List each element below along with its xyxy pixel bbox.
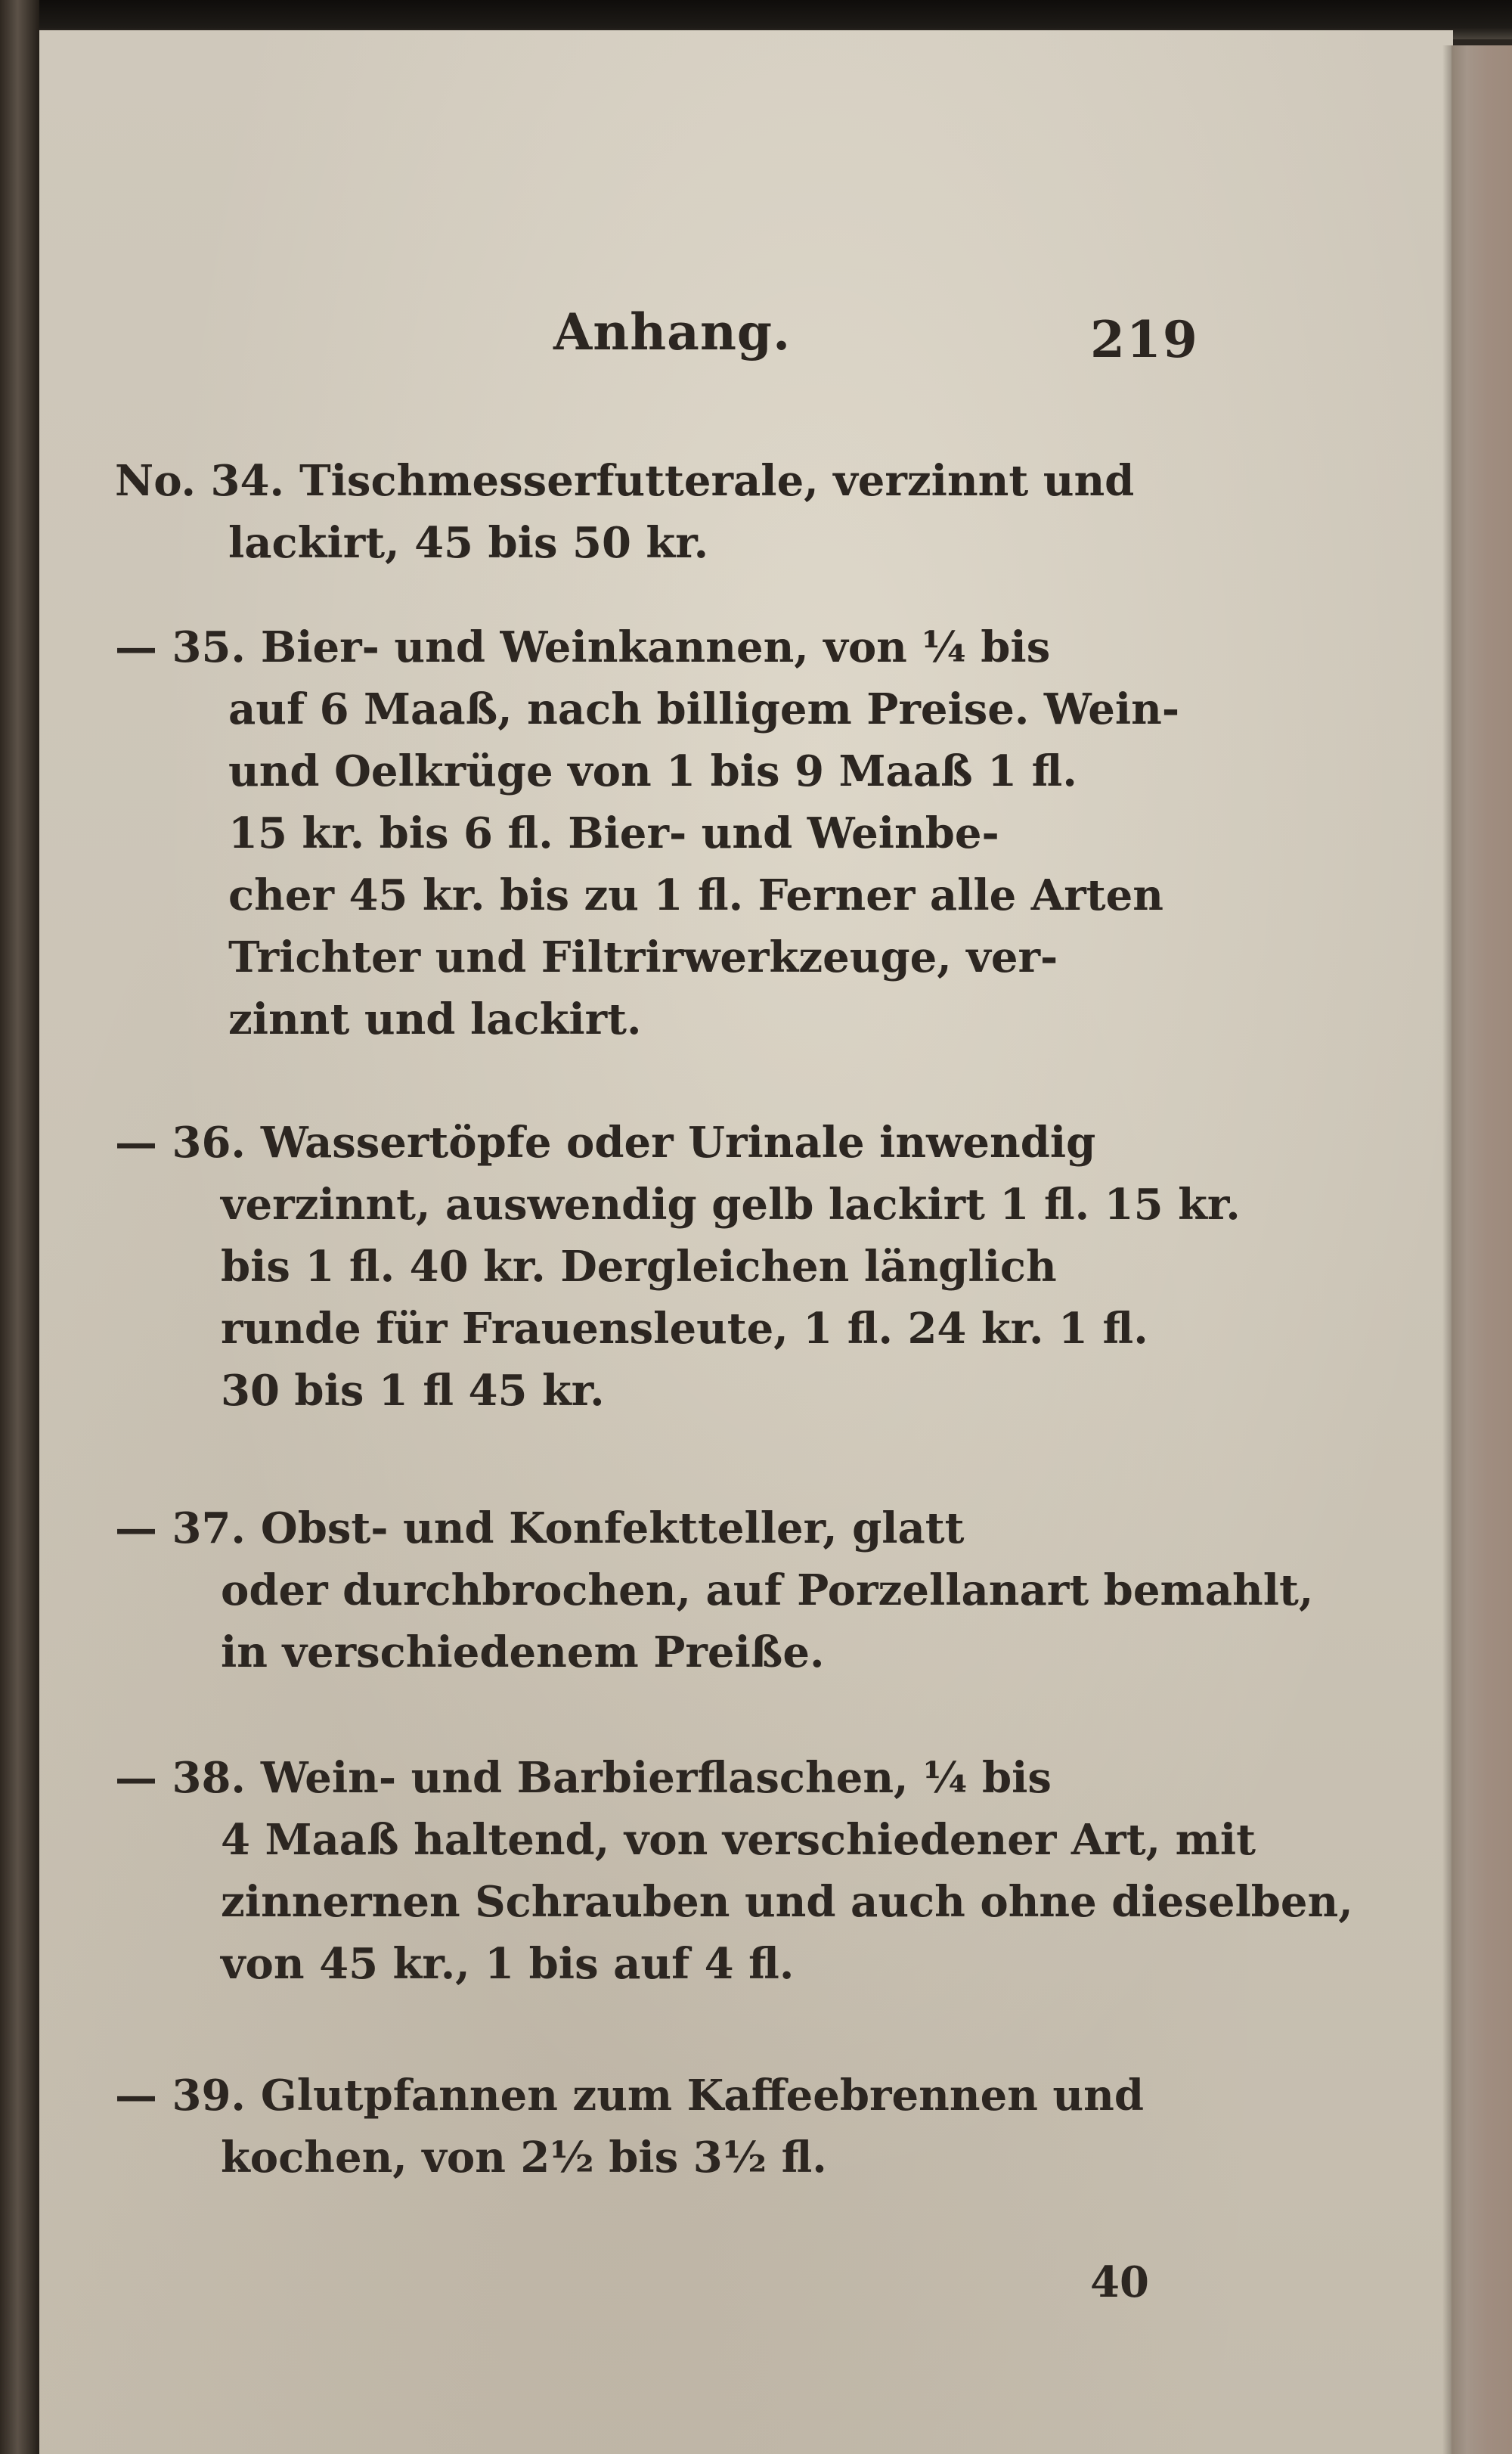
entry-line: Tischmesserfutterale, verzinnt und xyxy=(299,456,1135,506)
entry-line: Bier- und Weinkannen, von ¼ bis xyxy=(260,622,1051,672)
running-head: Anhang. xyxy=(553,302,792,361)
entry-line: lackirt, 45 bis 50 kr. xyxy=(228,518,709,568)
entry-line: zinnernen Schrauben und auch ohne dieselben, xyxy=(221,1877,1353,1927)
entry-number: — 37. xyxy=(115,1503,246,1553)
entry-line: cher 45 kr. bis zu 1 fl. Ferner alle Arten xyxy=(228,870,1163,920)
entry-line: runde für Frauensleute, 1 fl. 24 kr. 1 fl. xyxy=(221,1304,1148,1354)
book-page xyxy=(39,30,1453,2454)
entry-line: 4 Maaß haltend, von verschiedener Art, mit xyxy=(221,1815,1256,1865)
entry-line: in verschiedenem Preiße. xyxy=(221,1627,825,1677)
signature-mark: 40 xyxy=(1090,2257,1149,2307)
entry-line: 30 bis 1 fl 45 kr. xyxy=(221,1366,605,1416)
entry-36 xyxy=(115,1112,1241,1422)
entry-line: Wein- und Barbierflaschen, ¼ bis xyxy=(260,1753,1052,1803)
entry-number: — 35. xyxy=(115,622,246,672)
entry-line: auf 6 Maaß, nach billigem Preise. Wein- xyxy=(228,684,1180,734)
entry-line: bis 1 fl. 40 kr. Dergleichen länglich xyxy=(221,1242,1057,1292)
page-text xyxy=(39,30,1453,2454)
entry-39 xyxy=(115,2065,1226,2189)
page-number: 219 xyxy=(1090,310,1199,369)
entry-line: Trichter und Filtrirwerkzeuge, ver- xyxy=(228,932,1058,982)
entry-line: 15 kr. bis 6 fl. Bier- und Weinbe- xyxy=(228,808,999,858)
entry-line: und Oelkrüge von 1 bis 9 Maaß 1 fl. xyxy=(228,746,1077,796)
entry-number: No. 34. xyxy=(115,456,284,506)
entry-line: Wassertöpfe oder Urinale inwendig xyxy=(260,1118,1096,1168)
entry-35 xyxy=(115,616,1226,1050)
entry-line: verzinnt, auswendig gelb lackirt 1 fl. 15 kr. xyxy=(221,1180,1241,1230)
entry-number: — 36. xyxy=(115,1118,246,1168)
page-stack-edge xyxy=(1452,45,1512,2454)
entry-number: — 39. xyxy=(115,2071,246,2120)
entry-line: kochen, von 2½ bis 3½ fl. xyxy=(221,2133,827,2183)
entry-38 xyxy=(115,1747,1353,1995)
entry-line: Glutpfannen zum Kaffeebrennen und xyxy=(260,2071,1144,2120)
entry-number: — 38. xyxy=(115,1753,246,1803)
book-spine-edge xyxy=(0,0,39,2454)
entry-line: zinnt und lackirt. xyxy=(228,994,642,1044)
entry-line: oder durchbrochen, auf Porzellanart bemahlt, xyxy=(221,1565,1314,1615)
entry-37 xyxy=(115,1497,1314,1683)
entry-line: von 45 kr., 1 bis auf 4 fl. xyxy=(221,1939,795,1989)
entry-line: Obst- und Konfektteller, glatt xyxy=(260,1503,965,1553)
entry-34 xyxy=(115,450,1226,574)
